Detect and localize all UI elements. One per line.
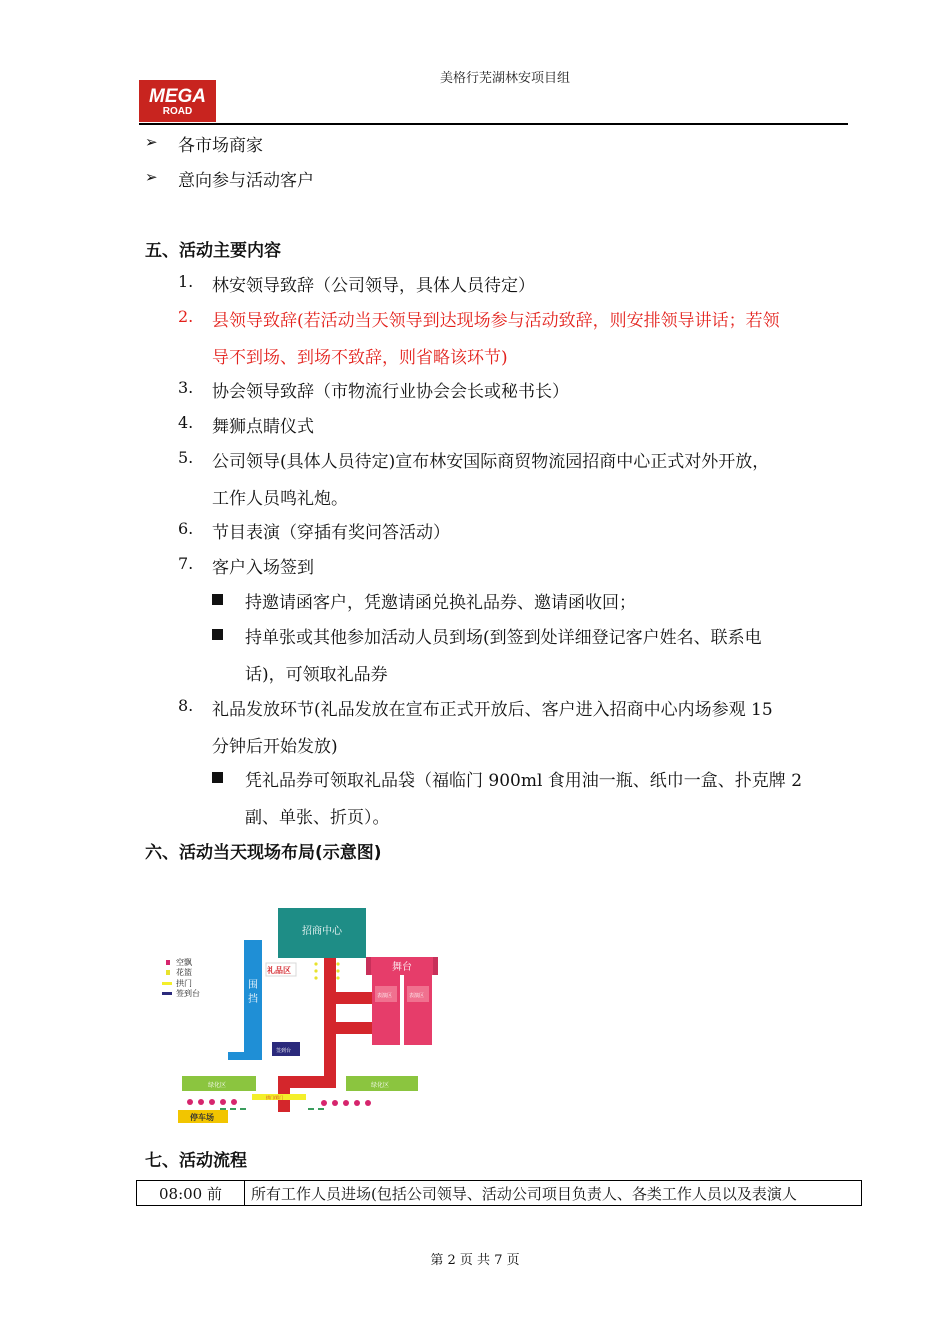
legend-signin-swatch <box>162 992 172 995</box>
item-number: 1. <box>178 272 194 291</box>
parking-label: 停车场 <box>190 1113 214 1122</box>
sub-item: 持邀请函客户，凭邀请函兑换礼品券、邀请函收回； <box>245 593 636 613</box>
performance-area-2-label: 表演区 <box>409 993 425 999</box>
item-number: 6. <box>178 519 194 538</box>
mega-road-logo <box>139 80 216 122</box>
green-area-left-label: 绿化区 <box>208 1082 227 1089</box>
legend-balloon-label: 空飘 <box>176 958 192 967</box>
content-item: 公司领导(具体人员待定)宣布林安国际商贸物流园招商中心正式对外开放， <box>212 452 770 472</box>
content-item-cont: 分钟后开始发放) <box>212 737 338 757</box>
legend-arch-swatch <box>162 982 172 985</box>
performance-area-1 <box>372 975 400 1045</box>
arch-gate-label: 拱门/彩门 <box>266 1095 284 1100</box>
fence-label-2: 挡 <box>248 994 258 1005</box>
logo-line1: MEGA <box>149 86 206 107</box>
content-item: 礼品发放环节(礼品发放在宣布正式开放后、客户进入招商中心内场参观 15 <box>212 700 773 720</box>
legend-flower-swatch <box>166 970 170 975</box>
arrow-bullet-icon: ➢ <box>145 168 158 186</box>
legend-arch-label: 拱门 <box>176 979 192 988</box>
content-item-cont: 导不到场、到场不致辞，则省略该环节) <box>212 348 508 368</box>
signin-desk-label: 签到台 <box>276 1048 292 1054</box>
header-rule <box>139 123 848 125</box>
item-number: 8. <box>178 696 194 715</box>
site-layout-diagram <box>140 900 460 1130</box>
content-item-cont: 工作人员鸣礼炮。 <box>212 489 348 509</box>
red-carpet-main <box>324 958 336 1088</box>
content-item: 舞狮点睛仪式 <box>212 417 314 437</box>
content-item: 节目表演（穿插有奖问答活动） <box>212 523 450 543</box>
gift-area-label: 礼品区 <box>267 966 291 975</box>
sub-item: 持单张或其他参加活动人员到场(到签到处详细登记客户姓名、联系电 <box>245 628 762 648</box>
sub-item: 凭礼品券可领取礼品袋（福临门 900ml 食用油一瓶、纸巾一盒、扑克牌 2 <box>245 771 803 791</box>
performance-area-2 <box>404 975 432 1045</box>
square-bullet-icon <box>212 629 223 640</box>
legend-signin-label: 签到台 <box>176 989 200 998</box>
square-bullet-icon <box>212 594 223 605</box>
flow-time-cell: 08:00 前 <box>137 1181 245 1206</box>
item-number: 5. <box>178 448 194 467</box>
fence-label-1: 围 <box>248 980 258 991</box>
page-footer: 第 2 页 共 7 页 <box>430 1253 520 1268</box>
performance-area-1-label: 表演区 <box>377 993 393 999</box>
square-bullet-icon <box>212 772 223 783</box>
content-item: 客户入场签到 <box>212 558 314 578</box>
stage-label: 舞台 <box>392 962 412 973</box>
sub-item-cont: 话)，可领取礼品券 <box>245 665 388 685</box>
flow-desc-cell: 所有工作人员进场(包括公司领导、活动公司项目负责人、各类工作人员以及表演人 <box>245 1181 862 1206</box>
attendee-item: 意向参与活动客户 <box>178 171 314 191</box>
item-number: 7. <box>178 554 194 573</box>
header-title: 美格行芜湖林安项目组 <box>440 71 571 86</box>
attendee-item: 各市场商家 <box>178 136 263 156</box>
green-area-right-label: 绿化区 <box>371 1082 390 1089</box>
section7-heading: 七、活动流程 <box>145 1151 247 1171</box>
content-item: 县领导致辞(若活动当天领导到达现场参与活动致辞，则安排领导讲话；若领 <box>212 311 780 331</box>
logo-line2: ROAD <box>162 106 193 117</box>
red-carpet-branch-2 <box>336 1022 372 1034</box>
legend-flower-label: 花篮 <box>176 968 192 977</box>
arrow-bullet-icon: ➢ <box>145 133 158 151</box>
sub-item-cont: 副、单张、折页）。 <box>245 808 390 828</box>
flow-table <box>136 1180 862 1206</box>
table-row <box>137 1181 862 1206</box>
section5-heading: 五、活动主要内容 <box>145 241 281 261</box>
item-number: 4. <box>178 413 194 432</box>
red-carpet-branch-1 <box>336 992 372 1004</box>
item-number: 2. <box>178 307 194 326</box>
legend-balloon-swatch <box>166 960 170 965</box>
content-item: 林安领导致辞（公司领导，具体人员待定） <box>212 276 535 296</box>
content-item: 协会领导致辞（市物流行业协会会长或秘书长） <box>212 382 569 402</box>
item-number: 3. <box>178 378 194 397</box>
business-center-label: 招商中心 <box>302 926 342 937</box>
section6-heading: 六、活动当天现场布局(示意图) <box>145 843 382 863</box>
